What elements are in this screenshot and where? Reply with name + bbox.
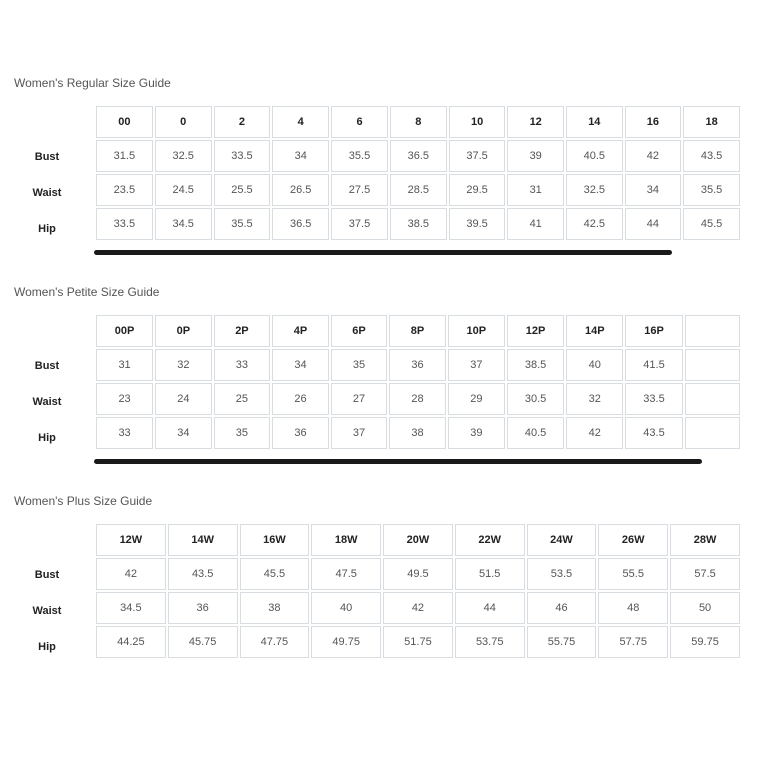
row-label-hip: Hip	[38, 432, 56, 444]
measurement-row-hip	[96, 417, 740, 449]
measurement-cell: 53.75	[455, 626, 525, 658]
size-cell: 14	[566, 106, 623, 138]
measurement-row-waist	[96, 383, 740, 415]
measurement-cell	[685, 383, 740, 415]
row-label-bust: Bust	[34, 151, 60, 163]
measurement-cell: 38.5	[507, 349, 564, 381]
measurement-cell: 38	[389, 417, 446, 449]
size-cell: 18W	[311, 524, 381, 556]
measurement-cell: 44	[625, 208, 681, 240]
measurement-cell: 37	[331, 417, 388, 449]
measurement-cell: 25.5	[214, 174, 271, 206]
measurement-cell: 43.5	[168, 558, 238, 590]
measurement-cell: 41.5	[625, 349, 682, 381]
measurement-cell	[685, 349, 740, 381]
measurement-cell: 25	[214, 383, 271, 415]
measurement-cell: 31	[507, 174, 563, 206]
row-label-hip: Hip	[38, 641, 56, 653]
measurement-cell: 51.5	[455, 558, 525, 590]
measurement-row-bust	[96, 140, 740, 172]
size-cell: 24W	[527, 524, 597, 556]
size-cell: 10	[449, 106, 506, 138]
measurement-row-waist	[96, 174, 740, 206]
measurement-row-waist	[96, 592, 740, 624]
measurement-cell: 29.5	[449, 174, 506, 206]
regular-guide-title: Women's Regular Size Guide	[14, 76, 171, 90]
measurement-cell: 32.5	[155, 140, 212, 172]
petite-guide-title: Women's Petite Size Guide	[14, 285, 160, 299]
size-header-row	[96, 315, 740, 347]
regular-size-table	[94, 104, 742, 242]
size-cell	[685, 315, 740, 347]
measurement-cell: 23.5	[96, 174, 153, 206]
petite-size-table	[94, 313, 742, 451]
size-cell: 4P	[272, 315, 329, 347]
measurement-cell: 33.5	[214, 140, 271, 172]
size-cell: 16P	[625, 315, 682, 347]
measurement-cell: 47.5	[311, 558, 381, 590]
measurement-cell: 26.5	[272, 174, 329, 206]
measurement-cell: 55.5	[598, 558, 668, 590]
measurement-row-bust	[96, 349, 740, 381]
measurement-cell: 29	[448, 383, 505, 415]
measurement-cell: 45.5	[683, 208, 740, 240]
size-cell: 16	[625, 106, 681, 138]
size-cell: 2	[214, 106, 271, 138]
regular-scrollbar[interactable]	[94, 250, 672, 255]
measurement-cell: 40.5	[507, 417, 564, 449]
measurement-cell: 24	[155, 383, 212, 415]
row-label-bust: Bust	[34, 569, 60, 581]
measurement-cell: 32	[155, 349, 212, 381]
measurement-cell: 34.5	[155, 208, 212, 240]
measurement-cell: 38.5	[390, 208, 447, 240]
measurement-cell: 33	[214, 349, 271, 381]
regular-table-scroll[interactable]	[94, 104, 742, 250]
measurement-cell: 44	[455, 592, 525, 624]
measurement-cell: 26	[272, 383, 329, 415]
measurement-row-bust	[96, 558, 740, 590]
measurement-cell: 38	[240, 592, 310, 624]
measurement-cell: 28	[389, 383, 446, 415]
measurement-cell: 42	[566, 417, 623, 449]
measurement-cell: 37.5	[331, 208, 388, 240]
size-cell: 8P	[389, 315, 446, 347]
plus-guide-title: Women's Plus Size Guide	[14, 494, 153, 508]
measurement-cell: 37.5	[449, 140, 506, 172]
measurement-row-hip	[96, 626, 740, 658]
measurement-cell: 30.5	[507, 383, 564, 415]
size-header-row	[96, 106, 740, 138]
measurement-cell: 48	[598, 592, 668, 624]
measurement-cell: 34	[625, 174, 681, 206]
measurement-row-hip	[96, 208, 740, 240]
measurement-cell: 49.75	[311, 626, 381, 658]
size-cell: 00	[96, 106, 153, 138]
measurement-cell: 42	[96, 558, 166, 590]
size-cell: 26W	[598, 524, 668, 556]
measurement-cell: 35	[331, 349, 388, 381]
measurement-cell: 36	[272, 417, 329, 449]
size-cell: 0	[155, 106, 212, 138]
measurement-cell: 33	[96, 417, 153, 449]
measurement-cell: 55.75	[527, 626, 597, 658]
size-cell: 16W	[240, 524, 310, 556]
measurement-cell: 34.5	[96, 592, 166, 624]
measurement-cell: 35.5	[331, 140, 388, 172]
measurement-cell: 37	[448, 349, 505, 381]
size-cell: 8	[390, 106, 447, 138]
measurement-cell: 45.5	[240, 558, 310, 590]
size-cell: 22W	[455, 524, 525, 556]
measurement-cell: 39.5	[449, 208, 506, 240]
measurement-cell: 35.5	[683, 174, 740, 206]
measurement-cell: 40	[311, 592, 381, 624]
size-cell: 20W	[383, 524, 453, 556]
measurement-cell: 57.5	[670, 558, 740, 590]
size-cell: 00P	[96, 315, 153, 347]
measurement-cell: 42.5	[566, 208, 623, 240]
measurement-cell: 33.5	[96, 208, 153, 240]
measurement-cell: 42	[383, 592, 453, 624]
measurement-cell: 32.5	[566, 174, 623, 206]
plus-table-scroll	[94, 522, 742, 668]
size-cell: 18	[683, 106, 740, 138]
measurement-cell: 50	[670, 592, 740, 624]
measurement-cell: 35	[214, 417, 271, 449]
row-label-waist: Waist	[32, 187, 62, 199]
size-cell: 6P	[331, 315, 388, 347]
plus-size-table	[94, 522, 742, 660]
measurement-cell: 32	[566, 383, 623, 415]
size-cell: 4	[272, 106, 329, 138]
row-label-waist: Waist	[32, 605, 62, 617]
measurement-cell: 36	[389, 349, 446, 381]
measurement-cell: 27	[331, 383, 388, 415]
size-cell: 28W	[670, 524, 740, 556]
measurement-cell	[685, 417, 740, 449]
measurement-cell: 31	[96, 349, 153, 381]
measurement-cell: 34	[272, 349, 329, 381]
measurement-cell: 44.25	[96, 626, 166, 658]
measurement-cell: 40.5	[566, 140, 623, 172]
measurement-cell: 40	[566, 349, 623, 381]
measurement-cell: 43.5	[625, 417, 682, 449]
measurement-cell: 24.5	[155, 174, 212, 206]
measurement-cell: 34	[155, 417, 212, 449]
size-cell: 10P	[448, 315, 505, 347]
measurement-cell: 36	[168, 592, 238, 624]
size-cell: 2P	[214, 315, 271, 347]
measurement-cell: 45.75	[168, 626, 238, 658]
size-cell: 0P	[155, 315, 212, 347]
petite-table-scroll[interactable]	[94, 313, 742, 459]
measurement-cell: 43.5	[683, 140, 740, 172]
measurement-cell: 41	[507, 208, 563, 240]
size-cell: 14P	[566, 315, 623, 347]
measurement-cell: 59.75	[670, 626, 740, 658]
measurement-cell: 42	[625, 140, 681, 172]
measurement-cell: 53.5	[527, 558, 597, 590]
row-label-hip: Hip	[38, 223, 56, 235]
petite-scrollbar[interactable]	[94, 459, 702, 464]
measurement-cell: 31.5	[96, 140, 153, 172]
measurement-cell: 36.5	[272, 208, 329, 240]
measurement-cell: 39	[448, 417, 505, 449]
measurement-cell: 36.5	[390, 140, 447, 172]
measurement-cell: 51.75	[383, 626, 453, 658]
measurement-cell: 46	[527, 592, 597, 624]
measurement-cell: 57.75	[598, 626, 668, 658]
measurement-cell: 28.5	[390, 174, 447, 206]
row-label-bust: Bust	[34, 360, 60, 372]
measurement-cell: 35.5	[214, 208, 271, 240]
size-cell: 14W	[168, 524, 238, 556]
measurement-cell: 47.75	[240, 626, 310, 658]
measurement-cell: 23	[96, 383, 153, 415]
size-cell: 12W	[96, 524, 166, 556]
measurement-cell: 49.5	[383, 558, 453, 590]
size-header-row	[96, 524, 740, 556]
measurement-cell: 27.5	[331, 174, 388, 206]
measurement-cell: 33.5	[625, 383, 682, 415]
size-cell: 6	[331, 106, 388, 138]
size-cell: 12P	[507, 315, 564, 347]
row-label-waist: Waist	[32, 396, 62, 408]
measurement-cell: 34	[272, 140, 329, 172]
measurement-cell: 39	[507, 140, 563, 172]
size-cell: 12	[507, 106, 563, 138]
